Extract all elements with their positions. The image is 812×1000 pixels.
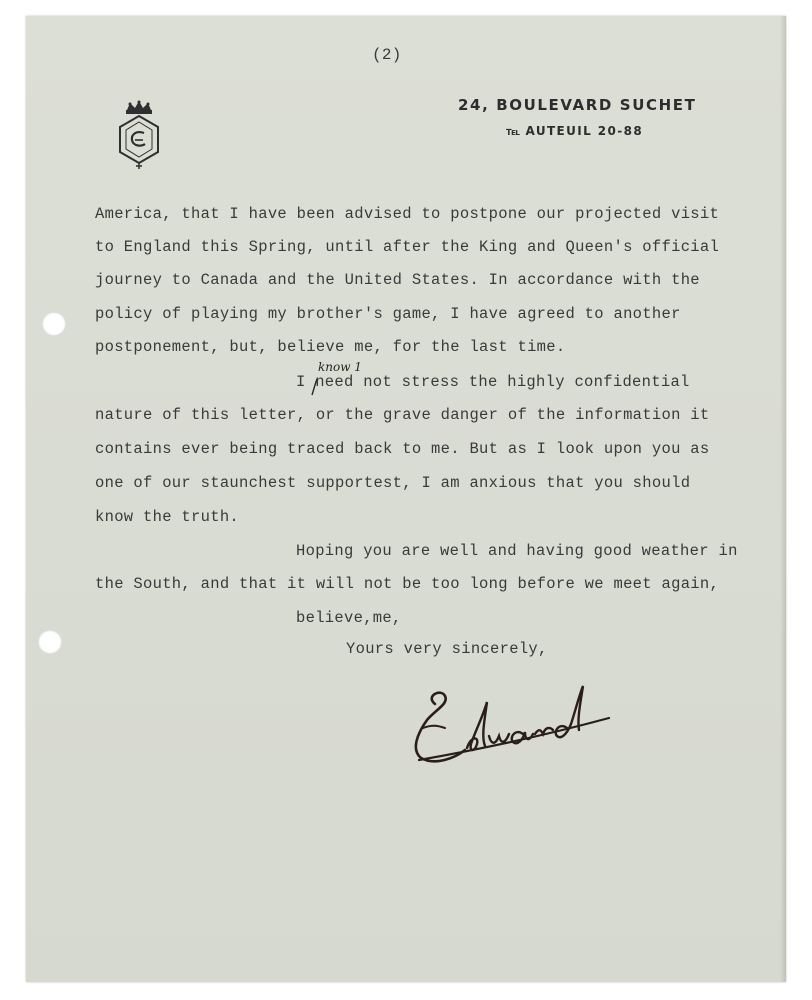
address-line-2-text: AUTEUIL 20-88: [525, 124, 644, 138]
body-line-8: contains ever being traced back to me. But as I look upon you as: [95, 440, 710, 458]
address-line-2: [506, 124, 643, 138]
closing-believe: believe,me,: [296, 609, 402, 627]
address-line-1: 24, BOULEVARD SUCHET: [458, 96, 697, 114]
closing-yours: Yours very sincerely,: [346, 640, 548, 658]
body-line-7: nature of this letter, or the grave danger of the information it: [95, 406, 710, 424]
body-line-3: journey to Canada and the United States. In accordance with the: [95, 271, 700, 289]
body-line-10: know the truth.: [95, 508, 240, 526]
body-line-6: I need not stress the highly confidential: [296, 373, 690, 391]
punch-hole-top: [42, 312, 66, 336]
royal-crest-icon: [114, 100, 164, 172]
body-line-12: the South, and that it will not be too long before we meet again,: [95, 575, 720, 593]
telephone-icon: ℡: [506, 125, 522, 138]
handwritten-insertion: know 1: [318, 360, 362, 374]
signature: [405, 678, 615, 770]
body-line-11: Hoping you are well and having good weather in: [296, 542, 738, 560]
body-line-4: policy of playing my brother's game, I have agreed to another: [95, 305, 681, 323]
punch-hole-bottom: [38, 630, 62, 654]
body-line-2: to England this Spring, until after the King and Queen's official: [95, 238, 720, 256]
insertion-caret-icon: [308, 378, 322, 396]
page-number: (2): [372, 46, 402, 64]
body-line-9: one of our staunchest supportest, I am anxious that you should: [95, 474, 691, 492]
body-line-5: postponement, but, believe me, for the last time.: [95, 338, 566, 356]
body-line-1: America, that I have been advised to postpone our projected visit: [95, 205, 720, 223]
